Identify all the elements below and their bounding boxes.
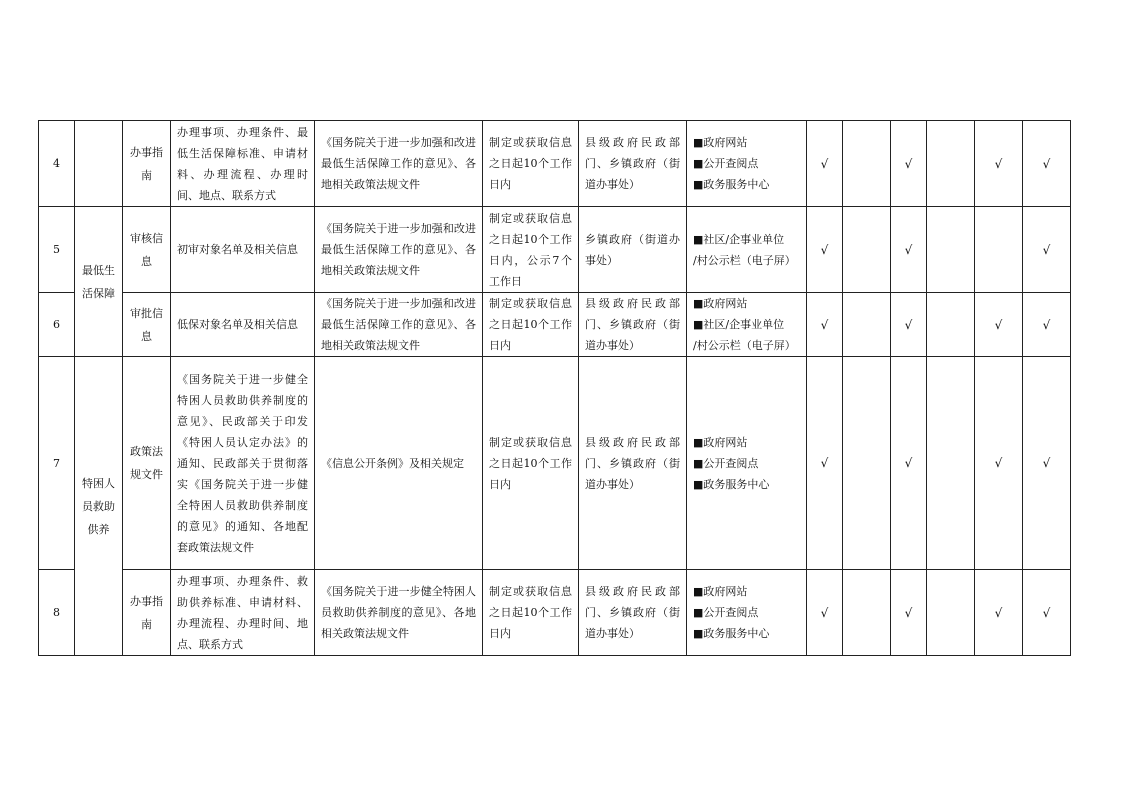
subject-cell: 县级政府民政部门、乡镇政府（街道办事处） — [579, 121, 687, 207]
subject-cell: 县级政府民政部门、乡镇政府（街道办事处） — [579, 293, 687, 357]
content-cell: 办理事项、办理条件、最低生活保障标准、申请材料、办理流程、办理时间、地点、联系方式 — [171, 121, 315, 207]
category-cell-empty — [75, 121, 123, 207]
channel-item: ■政务服务中心 — [693, 627, 770, 640]
check-mark: √ — [975, 121, 1023, 207]
channels-cell — [687, 207, 807, 293]
subject-cell: 县级政府民政部门、乡镇政府（街道办事处） — [579, 570, 687, 656]
check-mark: √ — [1023, 293, 1071, 357]
empty-cell — [843, 570, 891, 656]
empty-cell — [975, 207, 1023, 293]
table-row — [39, 121, 1071, 207]
category-cell: 最低生活保障 — [75, 207, 123, 357]
content-cell: 办理事项、办理条件、救助供养标准、申请材料、办理流程、办理时间、地点、联系方式 — [171, 570, 315, 656]
check-mark: √ — [891, 357, 927, 570]
basis-cell: 《国务院关于进一步健全特困人员救助供养制度的意见》、各地相关政策法规文件 — [315, 570, 483, 656]
basis-cell: 《信息公开条例》及相关规定 — [315, 357, 483, 570]
table-row — [39, 293, 1071, 357]
channel-item: ■公开查阅点 — [693, 606, 759, 619]
basis-cell: 《国务院关于进一步加强和改进最低生活保障工作的意见》、各地相关政策法规文件 — [315, 207, 483, 293]
channels-cell — [687, 357, 807, 570]
content-cell: 初审对象名单及相关信息 — [171, 207, 315, 293]
row-number: 4 — [39, 121, 75, 207]
channel-item: ■社区/企事业单位 — [693, 232, 785, 246]
check-mark: √ — [807, 207, 843, 293]
check-mark: √ — [891, 570, 927, 656]
subject-cell: 乡镇政府（街道办事处） — [579, 207, 687, 293]
check-mark: √ — [807, 570, 843, 656]
channels-cell — [687, 570, 807, 656]
empty-cell — [843, 207, 891, 293]
check-mark: √ — [807, 293, 843, 357]
category-cell: 特困人员救助供养 — [75, 357, 123, 656]
empty-cell — [843, 357, 891, 570]
check-mark: √ — [1023, 570, 1071, 656]
empty-cell — [927, 121, 975, 207]
channel-item: ■政府网站 — [693, 297, 748, 310]
basis-cell: 《国务院关于进一步加强和改进最低生活保障工作的意见》、各地相关政策法规文件 — [315, 121, 483, 207]
content-cell: 低保对象名单及相关信息 — [171, 293, 315, 357]
subcategory: 办事指南 — [123, 121, 171, 207]
check-mark: √ — [975, 570, 1023, 656]
empty-cell — [927, 357, 975, 570]
timing-cell: 制定或获取信息之日起10个工作日内 — [483, 293, 579, 357]
channel-item: ■政务服务中心 — [693, 477, 770, 491]
table-row — [39, 207, 1071, 293]
subcategory: 政策法规文件 — [123, 357, 171, 570]
check-mark: √ — [975, 357, 1023, 570]
empty-cell — [843, 293, 891, 357]
channel-item: ■公开查阅点 — [693, 456, 759, 470]
channel-item: /村公示栏（电子屏） — [693, 339, 796, 352]
check-mark: √ — [1023, 207, 1071, 293]
subcategory: 办事指南 — [123, 570, 171, 656]
row-number: 6 — [39, 293, 75, 357]
empty-cell — [927, 293, 975, 357]
channel-item: ■政府网站 — [693, 585, 748, 598]
timing-cell: 制定或获取信息之日起10个工作日内 — [483, 121, 579, 207]
check-mark: √ — [891, 207, 927, 293]
empty-cell — [843, 121, 891, 207]
subcategory: 审核信息 — [123, 207, 171, 293]
channel-item: ■政府网站 — [693, 435, 748, 449]
timing-cell: 制定或获取信息之日起10个工作日内 — [483, 570, 579, 656]
channel-item: ■政府网站 — [693, 136, 748, 149]
empty-cell — [927, 570, 975, 656]
timing-cell: 制定或获取信息之日起10个工作日内，公示7个工作日 — [483, 207, 579, 293]
check-mark: √ — [891, 293, 927, 357]
channel-item: ■社区/企事业单位 — [693, 318, 785, 331]
channels-cell — [687, 293, 807, 357]
table-row — [39, 357, 1071, 570]
channel-item: ■公开查阅点 — [693, 157, 759, 170]
timing-cell: 制定或获取信息之日起10个工作日内 — [483, 357, 579, 570]
subject-cell: 县级政府民政部门、乡镇政府（街道办事处） — [579, 357, 687, 570]
basis-cell: 《国务院关于进一步加强和改进最低生活保障工作的意见》、各地相关政策法规文件 — [315, 293, 483, 357]
channel-item: ■政务服务中心 — [693, 178, 770, 191]
empty-cell — [927, 207, 975, 293]
row-number: 5 — [39, 207, 75, 293]
check-mark: √ — [1023, 357, 1071, 570]
channels-cell — [687, 121, 807, 207]
subcategory: 审批信息 — [123, 293, 171, 357]
check-mark: √ — [891, 121, 927, 207]
content-cell: 《国务院关于进一步健全特困人员救助供养制度的意见》、民政部关于印发《特困人员认定办法》的通知、民政部关于贯彻落实《国务院关于进一步健全特困人员救助供养制度的意见》的通知、各地配套政策法规文件 — [171, 357, 315, 570]
check-mark: √ — [975, 293, 1023, 357]
channel-item: /村公示栏（电子屏） — [693, 253, 796, 267]
check-mark: √ — [807, 121, 843, 207]
check-mark: √ — [807, 357, 843, 570]
row-number: 7 — [39, 357, 75, 570]
table-row — [39, 570, 1071, 656]
check-mark: √ — [1023, 121, 1071, 207]
disclosure-table — [38, 120, 1071, 656]
row-number: 8 — [39, 570, 75, 656]
